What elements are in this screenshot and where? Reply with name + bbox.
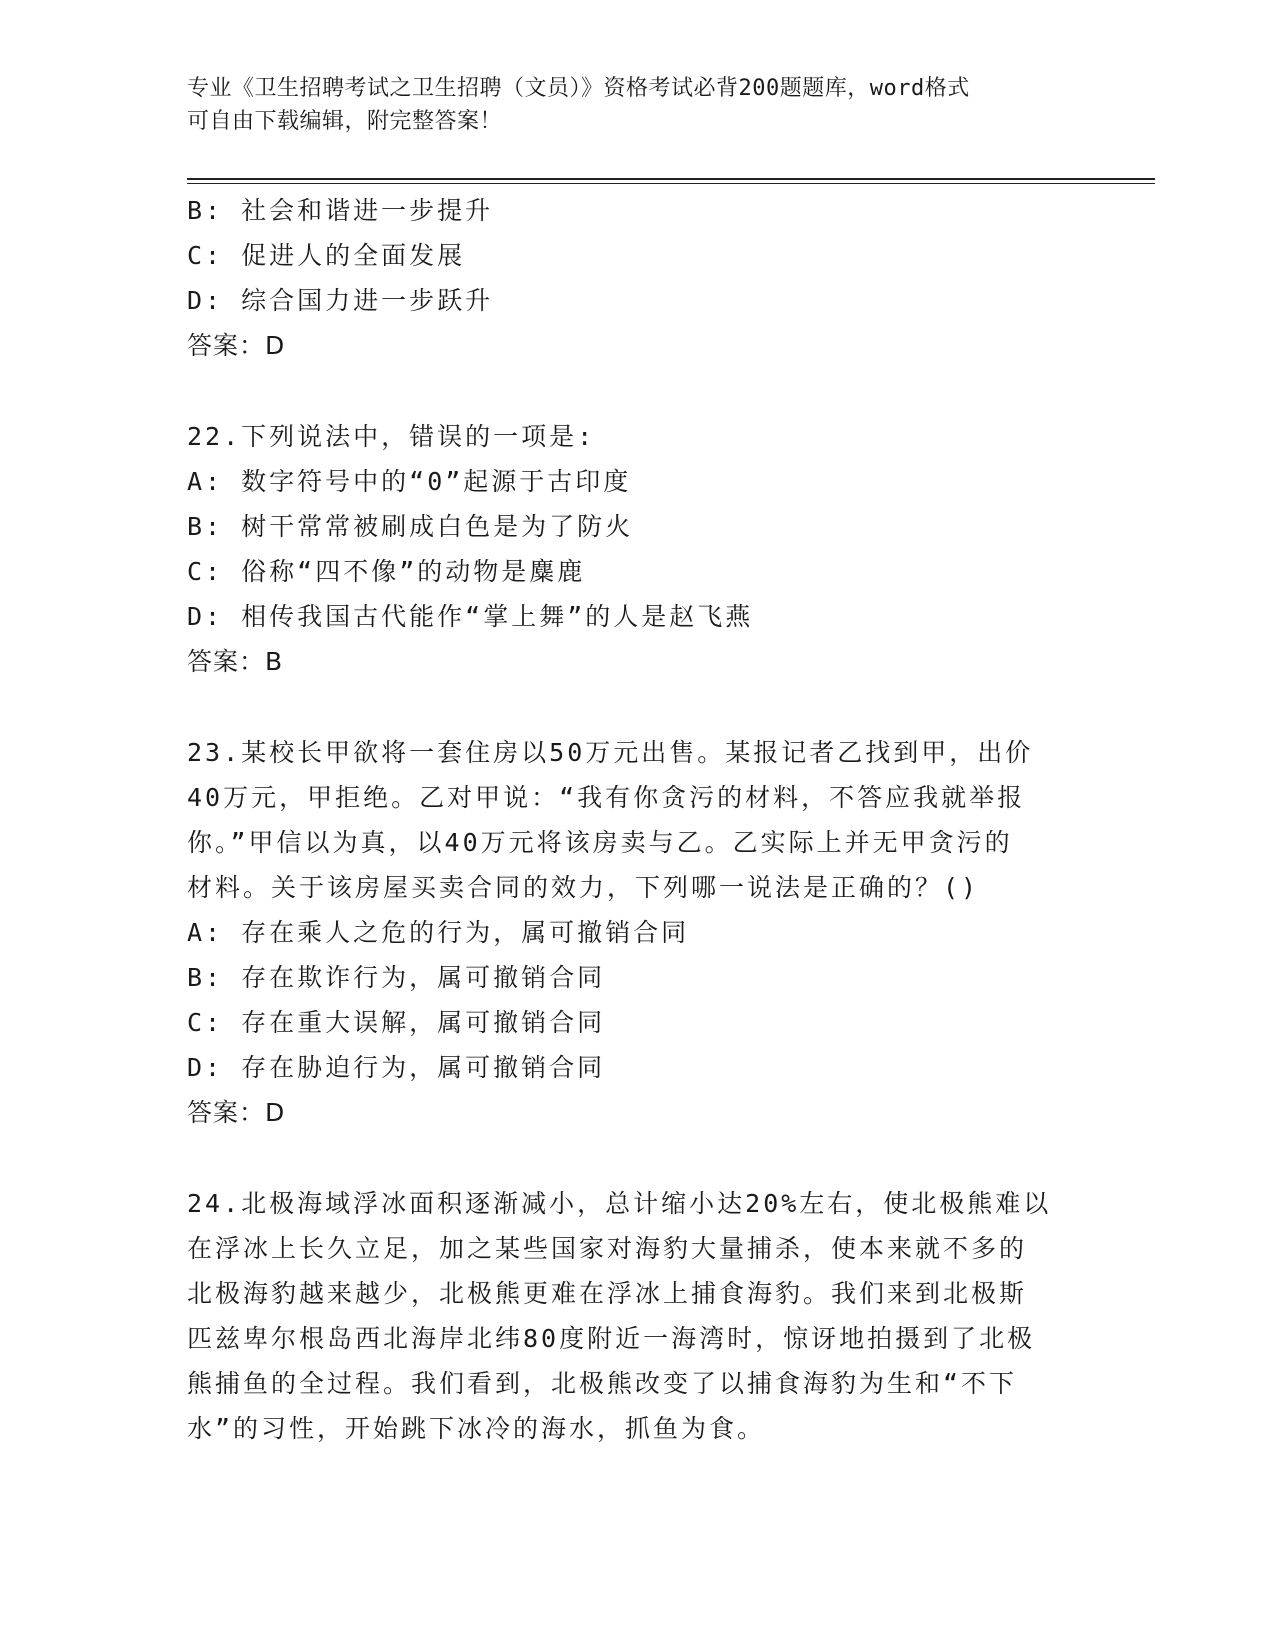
spacer	[187, 1135, 1087, 1181]
q22-option-b: B: 树干常常被刷成白色是为了防火	[187, 512, 634, 541]
question-content	[187, 188, 1087, 1451]
question-23-block	[187, 730, 1087, 1135]
q24-stem-line-1: 24.北极海域浮冰面积逐渐减小，总计缩小达20%左右，使北极熊难以	[187, 1189, 1052, 1218]
q23-option-d: D: 存在胁迫行为，属可撤销合同	[187, 1053, 606, 1082]
q24-stem-line-5: 熊捕鱼的全过程。我们看到，北极熊改变了以捕食海豹为生和“不下	[187, 1369, 1018, 1398]
q22-option-d: D: 相传我国古代能作“掌上舞”的人是赵飞燕	[187, 602, 754, 631]
q24-stem-line-6: 水”的习性，开始跳下冰冷的海水，抓鱼为食。	[187, 1414, 766, 1443]
question-22-block	[187, 414, 1087, 684]
q22-option-c: C: 俗称“四不像”的动物是麋鹿	[187, 557, 586, 586]
q22-stem: 22.下列说法中，错误的一项是:	[187, 422, 596, 451]
header-divider-thick	[187, 178, 1155, 180]
q23-stem-line-3: 你。”甲信以为真，以40万元将该房卖与乙。乙实际上并无甲贪污的	[187, 828, 1013, 857]
q21-option-c: C: 促进人的全面发展	[187, 241, 466, 270]
q23-stem-line-4: 材料。关于该房屋买卖合同的效力，下列哪一说法是正确的？()	[187, 873, 980, 902]
spacer	[187, 684, 1087, 730]
q24-stem-line-3: 北极海豹越来越少，北极熊更难在浮冰上捕食海豹。我们来到北极斯	[187, 1279, 1028, 1308]
header-divider-thin	[187, 183, 1155, 184]
q23-option-b: B: 存在欺诈行为，属可撤销合同	[187, 963, 606, 992]
header-line-1: 专业《卫生招聘考试之卫生招聘（文员）》资格考试必背200题题库，word格式	[187, 76, 970, 101]
q21-answer: 答案：D	[187, 331, 286, 360]
spacer	[187, 368, 1087, 414]
q24-stem-line-2: 在浮冰上长久立足，加之某些国家对海豹大量捕杀，使本来就不多的	[187, 1234, 1028, 1263]
question-24-block	[187, 1181, 1087, 1451]
q23-answer: 答案：D	[187, 1098, 286, 1127]
header-line-2: 可自由下载编辑，附完整答案！	[187, 109, 503, 134]
q23-stem-line-1: 23.某校长甲欲将一套住房以50万元出售。某报记者乙找到甲，出价	[187, 738, 1034, 767]
q21-option-b: B: 社会和谐进一步提升	[187, 196, 494, 225]
q21-option-d: D: 综合国力进一步跃升	[187, 286, 494, 315]
q23-option-a: A: 存在乘人之危的行为，属可撤销合同	[187, 918, 690, 947]
page-header	[187, 72, 1087, 138]
q22-answer: 答案：B	[187, 647, 284, 676]
q23-stem-line-2: 40万元，甲拒绝。乙对甲说：“我有你贪污的材料，不答应我就举报	[187, 783, 1026, 812]
q24-stem-line-4: 匹兹卑尔根岛西北海岸北纬80度附近一海湾时，惊讶地拍摄到了北极	[187, 1324, 1036, 1353]
question-21-block	[187, 188, 1087, 368]
q22-option-a: A: 数字符号中的“0”起源于古印度	[187, 467, 632, 496]
q23-option-c: C: 存在重大误解，属可撤销合同	[187, 1008, 606, 1037]
